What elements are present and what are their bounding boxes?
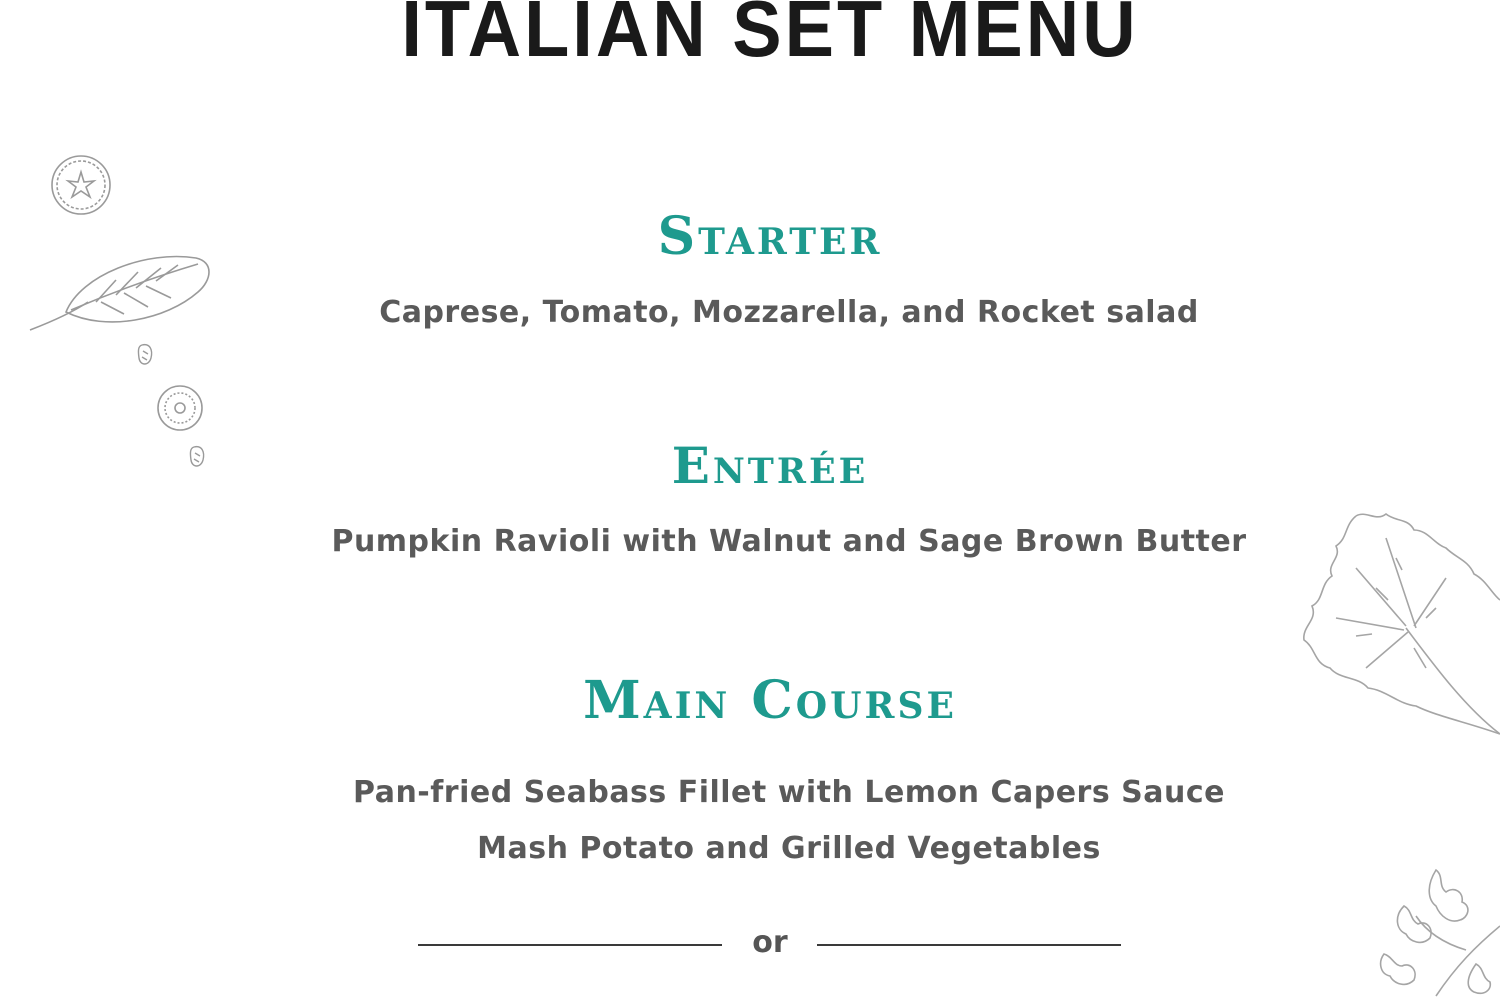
peppercorn-icon [154,382,206,434]
section-heading-starter: Starter [657,206,883,267]
separator-rule-left [418,944,722,946]
menu-title: ITALIAN SET MENU [401,0,1139,74]
menu-item-main-course-side: Mash Potato and Grilled Vegetables [477,831,1101,866]
section-heading-main-course: Main Course [583,670,957,731]
peppercorn-icon [136,342,156,368]
menu-item-entree: Pumpkin Ravioli with Walnut and Sage Brown Butter [331,524,1247,559]
basil-leaf-icon [26,250,216,340]
separator-text: or [752,925,788,960]
menu-item-starter: Caprese, Tomato, Mozzarella, and Rocket salad [379,295,1199,330]
parsley-sprig-icon [1376,866,1500,998]
peppercorn-icon [188,444,208,470]
or-separator [0,925,1500,965]
separator-rule-right [817,944,1121,946]
section-heading-entree: Entrée [671,436,869,495]
lettuce-leaf-icon [1296,508,1500,738]
menu-item-main-course: Pan-fried Seabass Fillet with Lemon Capers Sauce [353,775,1225,810]
tomato-slice-icon [48,152,114,218]
